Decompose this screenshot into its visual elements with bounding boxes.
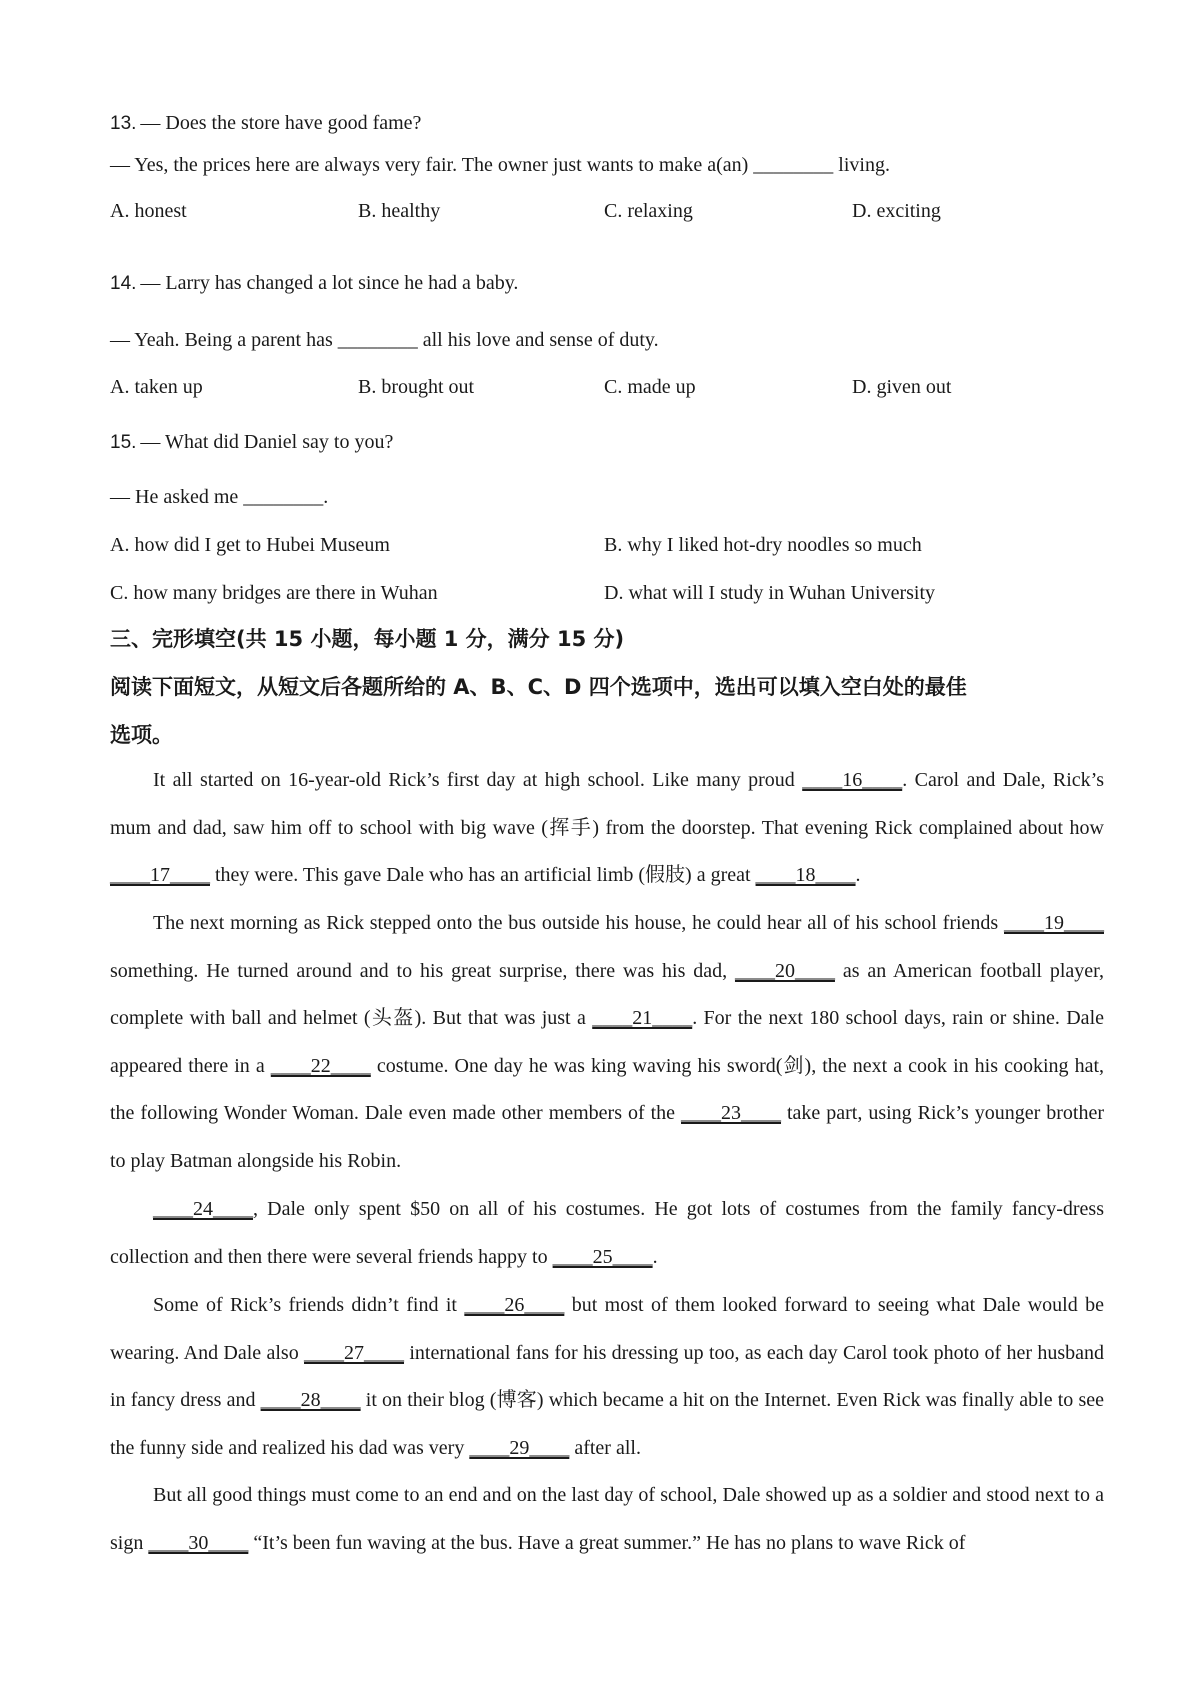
question-14-reply: — Yeah. Being a parent has ________ all his love and sense of duty. [110, 329, 659, 351]
question-14-prompt [110, 270, 518, 297]
section-title: 三、完形填空(共 15 小题，每小题 1 分，满分 15 分) [110, 627, 625, 651]
q15-option-b[interactable]: B. why I liked hot-dry noodles so much [604, 534, 922, 556]
blank-18[interactable]: ____18____ [755, 864, 856, 887]
blank-25[interactable]: ____25____ [552, 1245, 653, 1268]
blank-17[interactable]: ____17____ [110, 864, 210, 887]
question-15-prompt [110, 429, 393, 456]
q14-option-b[interactable]: B. brought out [358, 376, 475, 398]
blank-19[interactable]: ____19____ [1004, 912, 1104, 934]
section-instruction-cont: 选项。 [110, 723, 173, 747]
q15-option-c[interactable]: C. how many bridges are there in Wuhan [110, 582, 438, 604]
q14-option-d[interactable]: D. given out [852, 376, 952, 398]
question-prompt: — What did Daniel say to you? [140, 431, 394, 453]
question-13-prompt [110, 110, 421, 137]
question-prompt: — Larry has changed a lot since he had a baby. [140, 272, 519, 294]
blank-27[interactable]: ____27____ [304, 1341, 405, 1364]
blank-29[interactable]: ____29____ [469, 1436, 570, 1459]
q15-option-d[interactable]: D. what will I study in Wuhan University [604, 582, 936, 604]
question-prompt: — Does the store have good fame? [140, 112, 422, 134]
passage-paragraph-4: Some of Rick’s friends didn’t find it ____26____ but most of them looked forward to seeing what Dale would be wearing. And Dale also ____27____ international fans for his dressing up too, as each day Carol took photo of her husband in fancy dress and ____28____ it on their blog (博客) which became a hit on the Internet. Even Rick was finally able to see the funny side and realized his dad was very ____29____ after all. [110, 1294, 1105, 1459]
blank-30[interactable]: ____30____ [148, 1531, 249, 1554]
passage-paragraph-2: The next morning as Rick stepped onto the bus outside his house, he could hear all of his school friends ____19____ something. He turned around and to his great surprise, there was his dad, ____20____ as an American football player, complete with ball and helmet (头盔). But that was just a ____21____. For the next 180 school days, rain or shine. Dale appeared there in a ____22____ costume. One day he was king waving his sword(剑), the next a cook in his cooking hat, the following Wonder Woman. Dale even made other members of the ____23____ take part, using Rick’s younger brother to play Batman alongside his Robin. [110, 912, 1104, 1172]
section-instruction: 阅读下面短文，从短文后各题所给的 A、B、C、D 四个选项中，选出可以填入空白处的最佳 [110, 675, 967, 699]
question-number: 13. [110, 113, 137, 134]
passage-paragraph-1: It all started on 16-year-old Rick’s first day at high school. Like many proud ____16____. Carol and Dale, Rick’s mum and dad, saw him off to school with big wave (挥手) from the doorstep. That evening Rick complained about how ____17____ they were. This gave Dale who has an artificial limb (假肢) a great ____18____. [110, 769, 1104, 887]
passage-paragraph-3: ____24____, Dale only spent $50 on all of his costumes. He got lots of costumes from the family fancy-dress collection and then there were several friends happy to ____25____. [110, 1198, 1104, 1268]
blank-26[interactable]: ____26____ [464, 1294, 565, 1316]
question-number: 14. [110, 273, 137, 294]
blank-23[interactable]: ____23____ [681, 1102, 782, 1125]
q15-option-a[interactable]: A. how did I get to Hubei Museum [110, 534, 390, 556]
q13-option-a[interactable]: A. honest [110, 200, 187, 222]
q13-option-d[interactable]: D. exciting [852, 200, 941, 222]
blank-24[interactable]: ____24____ [153, 1198, 253, 1220]
question-number: 15. [110, 432, 137, 453]
question-15-reply: — He asked me ________. [110, 486, 329, 508]
blank-21[interactable]: ____21____ [592, 1007, 693, 1030]
q14-option-a[interactable]: A. taken up [110, 376, 203, 398]
q14-option-c[interactable]: C. made up [604, 376, 696, 398]
blank-16[interactable]: ____16____ [802, 769, 903, 791]
passage-paragraph-5: But all good things must come to an end and on the last day of school, Dale showed up as a soldier and stood next to a sign ____30____ “It’s been fun waving at the bus. Have a great summer.” He has no plans to wave Rick of [110, 1484, 1104, 1554]
blank-20[interactable]: ____20____ [734, 959, 835, 982]
q13-option-c[interactable]: C. relaxing [604, 200, 693, 222]
blank-22[interactable]: ____22____ [270, 1054, 371, 1077]
q13-option-b[interactable]: B. healthy [358, 200, 441, 222]
blank-28[interactable]: ____28____ [260, 1389, 361, 1412]
question-13-reply: — Yes, the prices here are always very fair. The owner just wants to make a(an) ________ living. [110, 154, 890, 176]
